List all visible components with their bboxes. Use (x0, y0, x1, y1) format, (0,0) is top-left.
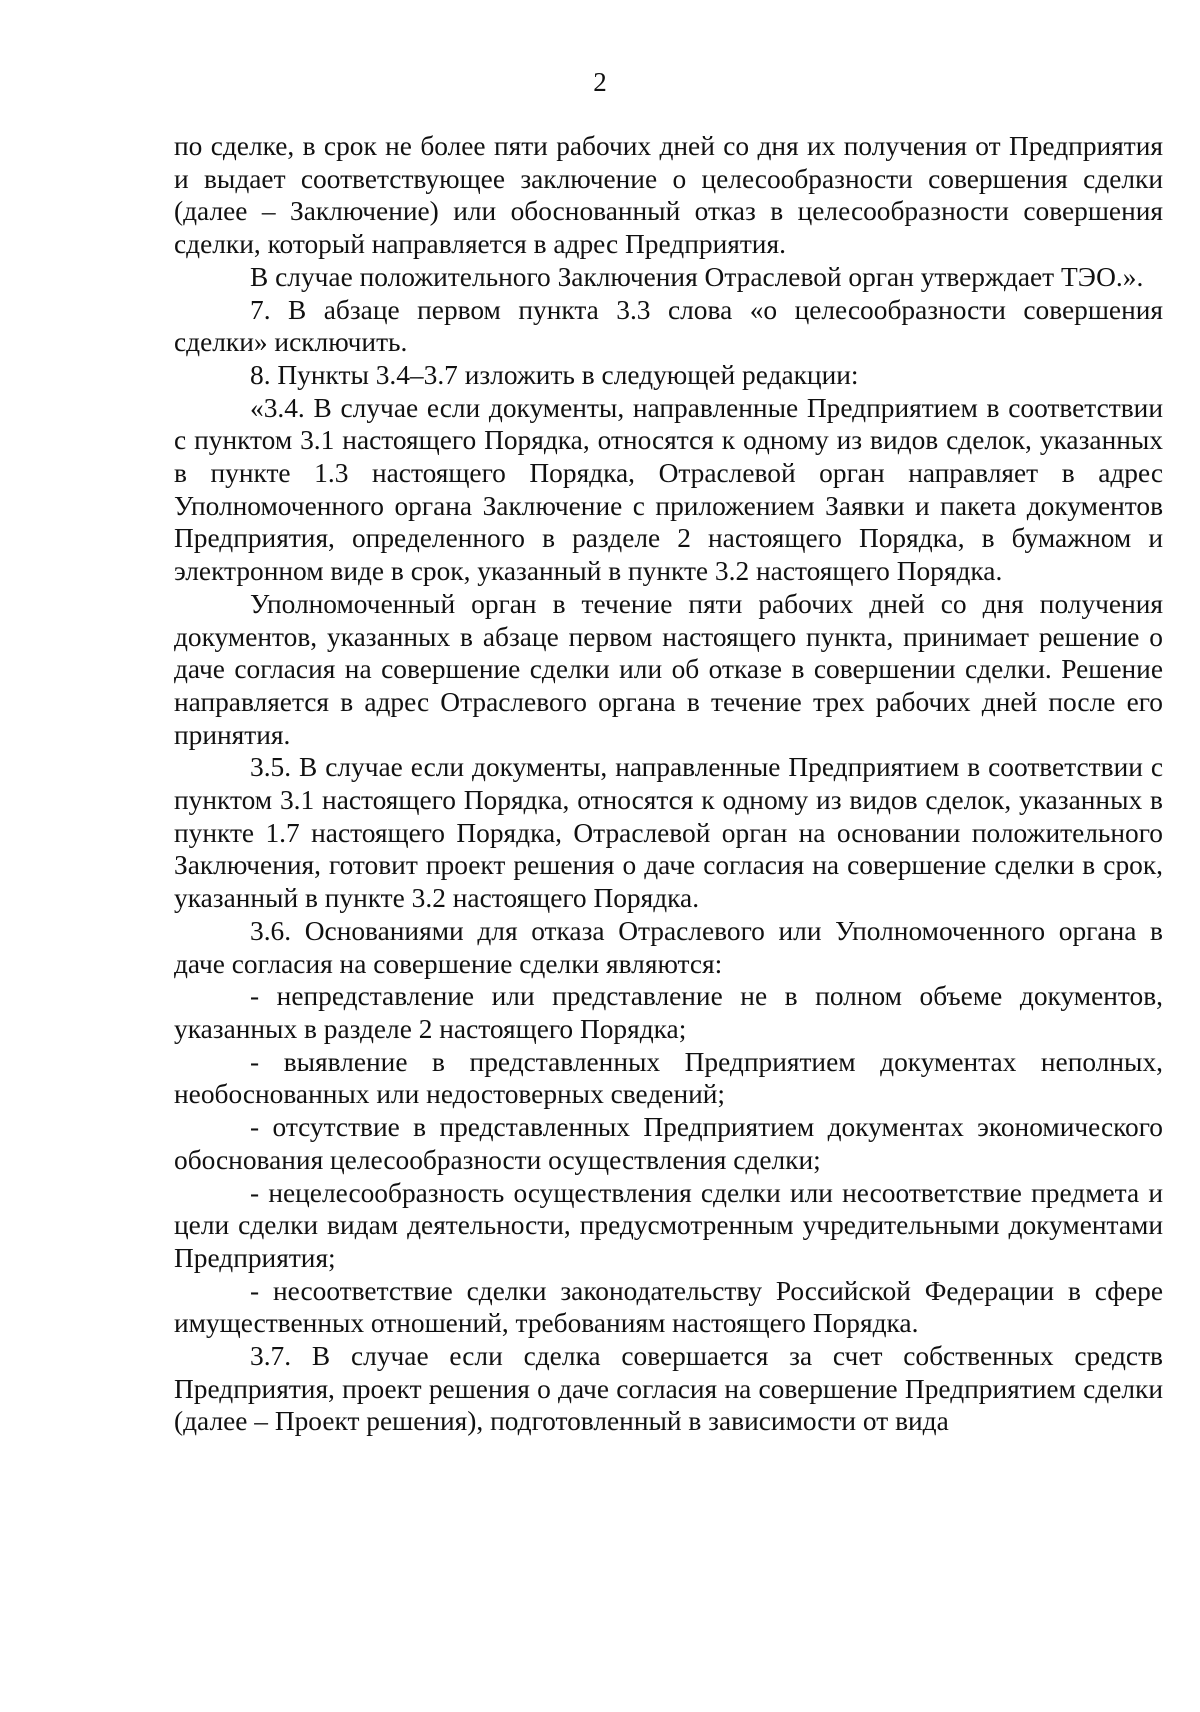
paragraph-clause-3-6: 3.6. Основаниями для отказа Отраслевого или Уполномоченного органа в даче согласия на совершение сделки являются: (174, 915, 1163, 979)
list-item-refusal-ground: - несоответствие сделки законодательству Российской Федерации в сфере имущественных отношений, требованиям настоящего Порядка. (174, 1275, 1163, 1339)
paragraph-authorized-body: Уполномоченный орган в течение пяти рабочих дней со дня получения документов, указанных в абзаце первом настоящего пункта, принимает решение о даче согласия на совершение сделки или об отказе в совершении сделки. Решение направляется в адрес Отраслевого органа в течение трех рабочих дней после его принятия. (174, 588, 1163, 750)
list-item-refusal-ground: - отсутствие в представленных Предприятием документах экономического обоснования целесообразности осуществления сделки; (174, 1112, 1163, 1175)
document-body (174, 130, 1163, 1438)
paragraph-item-8: 8. Пункты 3.4–3.7 изложить в следующей редакции: (250, 359, 859, 390)
list-item-refusal-ground: - нецелесообразность осуществления сделки или несоответствие предмета и цели сделки видам деятельности, предусмотренным учредительными документами Предприятия; (174, 1177, 1163, 1273)
paragraph-continuation: по сделке, в срок не более пяти рабочих дней со дня их получения от Предприятия и выдает соответствующее заключение о целесообразности совершения сделки (далее – Заключение) или обоснованный отказ в целесообразности совершения сделки, который направляется в адрес Предприятия. (174, 131, 1163, 260)
paragraph-item-7: 7. В абзаце первом пункта 3.3 слова «о целесообразности совершения сделки» исключить. (174, 294, 1163, 358)
paragraph-clause-3-7: 3.7. В случае если сделка совершается за счет собственных средств Предприятия, проект решения о даче согласия на совершение Предприятием сделки (далее – Проект решения), подготовленный в зависимости от вида (174, 1341, 1163, 1437)
page-number: 2 (593, 67, 607, 97)
paragraph-positive-conclusion: В случае положительного Заключения Отраслевой орган утверждает ТЭО.». (250, 261, 1144, 292)
paragraph-clause-3-5: 3.5. В случае если документы, направленные Предприятием в соответствии с пунктом 3.1 настоящего Порядка, относятся к одному из видов сделок, указанных в пункте 1.7 настоящего Порядка, Отраслевой орган на основании положительного Заключения, готовит проект решения о даче согласия на совершение сделки в срок, указанный в пункте 3.2 настоящего Порядка. (174, 752, 1163, 914)
list-item-refusal-ground: - непредставление или представление не в полном объеме документов, указанных в разделе 2 настоящего Порядка; (174, 981, 1163, 1044)
list-item-refusal-ground: - выявление в представленных Предприятием документах неполных, необоснованных или недостоверных сведений; (174, 1046, 1163, 1110)
paragraph-clause-3-4: «3.4. В случае если документы, направленные Предприятием в соответствии с пунктом 3.1 настоящего Порядка, относятся к одному из видов сделок, указанных в пункте 1.3 настоящего Порядка, Отраслевой орган направляет в адрес Уполномоченного органа Заключение с приложением Заявки и пакета документов Предприятия, определенного в разделе 2 настоящего Порядка, в бумажном и электронном виде в срок, указанный в пункте 3.2 настоящего Порядка. (174, 392, 1163, 587)
